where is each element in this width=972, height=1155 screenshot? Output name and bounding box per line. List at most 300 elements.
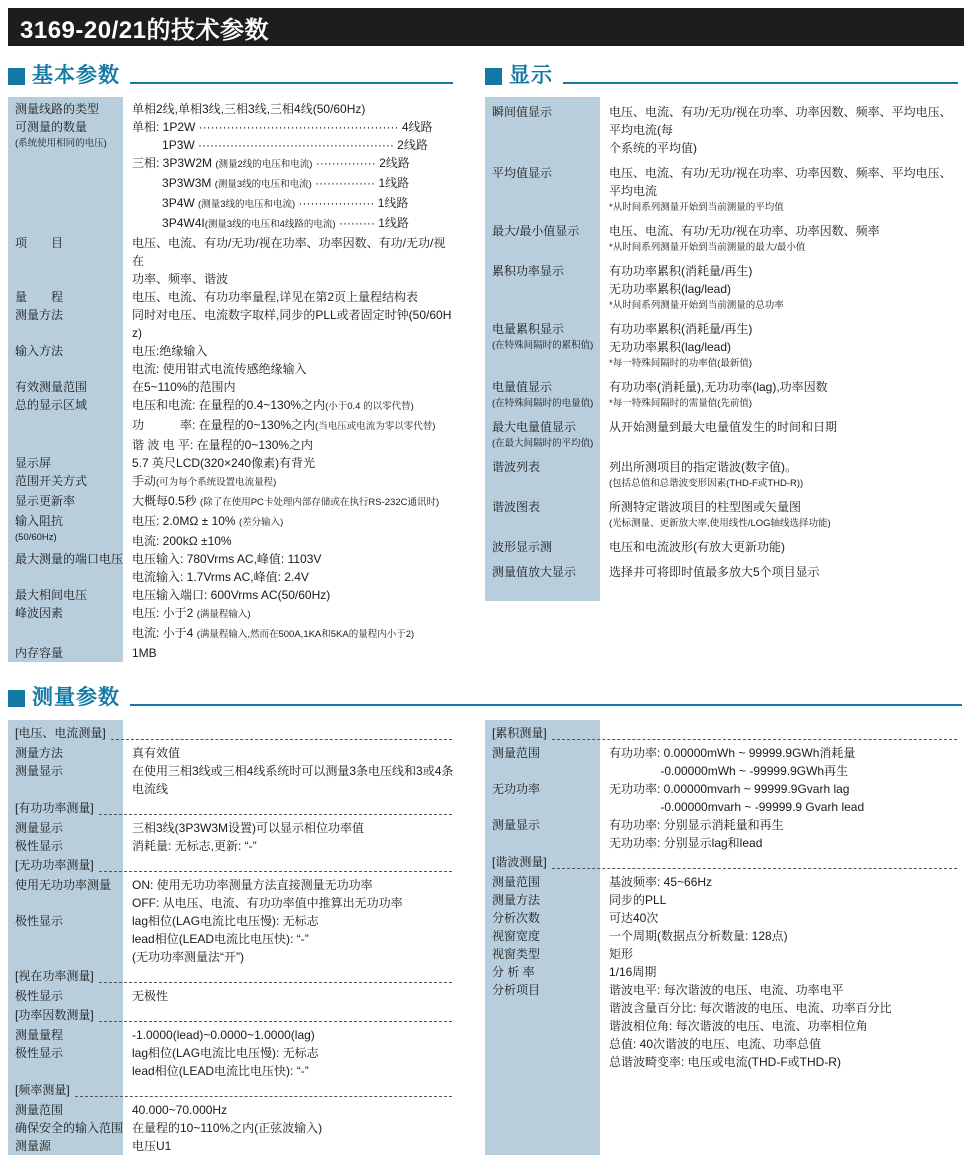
spec-label-text: 测量范围 bbox=[492, 746, 541, 760]
spec-value-line bbox=[609, 396, 960, 411]
spec-label bbox=[8, 118, 123, 234]
spec-value bbox=[123, 762, 455, 798]
spec-value-line bbox=[132, 472, 455, 492]
spec-value-line bbox=[609, 516, 960, 531]
spec-label bbox=[8, 586, 123, 604]
spec-subheader-row bbox=[8, 798, 455, 819]
spec-label-text: 无功功率 bbox=[492, 782, 541, 796]
spec-text: 电流: 小于4 bbox=[132, 626, 197, 640]
spec-value-line bbox=[132, 454, 455, 472]
spec-row bbox=[485, 535, 960, 560]
spec-value bbox=[600, 262, 960, 313]
spec-label bbox=[8, 288, 123, 306]
spec-subheader-label: [电压、电流测量] bbox=[15, 726, 106, 740]
spec-label-text: 累积功率显示 bbox=[492, 264, 565, 278]
dashed-rule bbox=[99, 1021, 452, 1022]
spec-label-text: 范围开关方式 bbox=[15, 474, 88, 488]
spec-label-text: 项 目 bbox=[15, 236, 64, 250]
spec-text: 一个周期(数据点分析数量: 128点) bbox=[609, 929, 788, 943]
spec-text: *从时间系列测量开始到当前测量的最大/最小值 bbox=[609, 242, 806, 253]
spec-label-note: (50/60Hz) bbox=[15, 532, 57, 543]
spec-subheader-row bbox=[8, 1005, 455, 1026]
spec-text: 电压、电流、有功/无功/视在功率、功率因数、频率、平均电压、平均电流(每 bbox=[609, 105, 952, 137]
spec-value-line bbox=[132, 1026, 455, 1044]
display-spec-table bbox=[485, 97, 960, 601]
spec-value-line bbox=[609, 891, 960, 909]
spec-text: -0.00000mvarh ~ -99999.9 Gvarh lead bbox=[609, 800, 865, 814]
spec-row bbox=[485, 317, 960, 375]
spec-value-line bbox=[132, 512, 455, 532]
section-display-header bbox=[485, 60, 960, 88]
spec-label-note: (在最大间隔时的平均值) bbox=[492, 438, 594, 449]
spec-value bbox=[123, 586, 455, 604]
spec-value bbox=[123, 306, 455, 342]
spec-value-line bbox=[609, 262, 960, 280]
spec-subheader-row bbox=[8, 1080, 455, 1101]
spec-text: 无功功率: 分别显示lag和lead bbox=[609, 836, 763, 850]
spec-value bbox=[123, 454, 455, 472]
spec-text: -1.0000(lead)~0.0000~1.0000(lag) bbox=[132, 1028, 315, 1042]
spec-label bbox=[8, 1119, 123, 1137]
spec-label bbox=[8, 762, 123, 798]
spec-label-text: 最大测量的端口电压 bbox=[15, 552, 124, 566]
spec-value-line bbox=[132, 194, 455, 214]
spec-text: 电压U1 bbox=[132, 1139, 172, 1153]
spec-label bbox=[8, 100, 123, 118]
spec-value bbox=[123, 118, 455, 234]
spec-subheader-label: [谐波测量] bbox=[492, 855, 547, 869]
spec-value-line bbox=[609, 320, 960, 338]
spec-value-line bbox=[132, 306, 455, 342]
spec-label-text: 输入方法 bbox=[15, 344, 64, 358]
spec-text: *每一特殊间隔时的需量值(先前值) bbox=[609, 398, 753, 409]
spec-value bbox=[123, 819, 455, 837]
spec-label bbox=[485, 418, 600, 451]
spec-row bbox=[8, 1119, 455, 1137]
spec-label bbox=[8, 876, 123, 912]
spec-value bbox=[123, 876, 455, 912]
spec-label-text: 有效测量范围 bbox=[15, 380, 88, 394]
spec-value-line bbox=[609, 927, 960, 945]
spec-text: 有功功率: 0.00000mWh ~ 99999.9GWh消耗量 bbox=[609, 746, 856, 760]
spec-label-text: 分析项目 bbox=[492, 983, 541, 997]
spec-label bbox=[8, 604, 123, 644]
spec-value bbox=[123, 1137, 455, 1155]
spec-row bbox=[485, 873, 960, 891]
spec-text: 1/16周期 bbox=[609, 965, 657, 979]
spec-text: (测量3线的电压和电流) bbox=[198, 199, 296, 210]
spec-label bbox=[485, 891, 600, 909]
spec-value-line bbox=[609, 963, 960, 981]
dashed-rule bbox=[99, 871, 452, 872]
section-display bbox=[485, 60, 960, 662]
spec-subheader-row bbox=[8, 966, 455, 987]
spec-value-line bbox=[609, 999, 960, 1017]
spec-label-text: 瞬间值显示 bbox=[492, 105, 553, 119]
spec-value bbox=[123, 912, 455, 966]
section-measure-header bbox=[8, 682, 964, 710]
spec-label-text: 总的显示区域 bbox=[15, 398, 88, 412]
spec-value bbox=[600, 538, 960, 556]
spec-text: 个系统的平均值) bbox=[609, 141, 697, 155]
spec-label bbox=[485, 222, 600, 255]
spec-row bbox=[8, 604, 455, 644]
spec-value-line bbox=[132, 136, 455, 154]
spec-value bbox=[123, 234, 455, 288]
spec-value bbox=[600, 458, 960, 491]
spec-value bbox=[600, 873, 960, 891]
spec-row bbox=[485, 161, 960, 219]
spec-text: (当电压或电流为零以零代替) bbox=[315, 421, 436, 432]
spec-text: 电压、电流、有功/无功/视在功率、功率因数、有功/无功/视在 bbox=[132, 236, 446, 268]
section-rule bbox=[130, 704, 962, 706]
spec-row bbox=[485, 816, 960, 852]
spec-text: 所测特定谐波项目的柱型图或矢量图 bbox=[609, 500, 802, 514]
spec-text: ·················································· bbox=[198, 120, 399, 134]
spec-value bbox=[123, 378, 455, 396]
spec-value bbox=[123, 604, 455, 644]
spec-label bbox=[8, 342, 123, 378]
spec-label-text: 极性显示 bbox=[15, 1046, 64, 1060]
spec-label-text: 测量量程 bbox=[15, 1028, 64, 1042]
spec-label-text: 测量范围 bbox=[492, 875, 541, 889]
spec-label bbox=[8, 396, 123, 454]
spec-label bbox=[485, 780, 600, 816]
spec-text: 总值: 40次谐波的电压、电流、功率总值 bbox=[609, 1037, 822, 1051]
dashed-rule bbox=[75, 1096, 452, 1097]
spec-subheader-row bbox=[485, 852, 960, 873]
spec-value-line bbox=[609, 222, 960, 240]
spec-value-line bbox=[609, 378, 960, 396]
spec-text: ··············· 2线路 bbox=[312, 156, 410, 170]
spec-label-text: 测量显示 bbox=[15, 821, 64, 835]
spec-value bbox=[600, 563, 960, 581]
spec-text: 2线路 bbox=[393, 138, 428, 152]
spec-text: 手动 bbox=[132, 474, 157, 488]
spec-label bbox=[485, 458, 600, 491]
spec-label-note: (在特殊间隔时的电量值) bbox=[492, 398, 594, 409]
spec-value bbox=[123, 472, 455, 492]
spec-value bbox=[600, 780, 960, 816]
spec-label bbox=[8, 1026, 123, 1044]
spec-text: ON: 使用无功功率测量方法直接测量无功功率 bbox=[132, 878, 373, 892]
spec-text: (测量3线的电压和电流) bbox=[214, 179, 312, 190]
section-basic-title: 基本参数 bbox=[32, 64, 120, 87]
spec-value-line bbox=[132, 360, 455, 378]
spec-text: -0.00000mWh ~ -99999.9GWh再生 bbox=[609, 764, 849, 778]
spec-value-line bbox=[609, 1035, 960, 1053]
spec-value-line bbox=[609, 356, 960, 371]
spec-label-text: 显示更新率 bbox=[15, 494, 76, 508]
spec-value-line bbox=[609, 458, 960, 476]
spec-label bbox=[485, 164, 600, 215]
spec-row bbox=[8, 876, 455, 912]
spec-value-line bbox=[609, 418, 960, 436]
spec-value bbox=[123, 644, 455, 662]
spec-label bbox=[8, 837, 123, 855]
spec-value-line bbox=[132, 1101, 455, 1119]
spec-label bbox=[8, 550, 123, 586]
spec-row bbox=[8, 987, 455, 1005]
spec-text: 3P3W3M bbox=[132, 176, 215, 190]
spec-label-text: 测量线路的类型 bbox=[15, 102, 100, 116]
spec-value-line bbox=[609, 834, 960, 852]
spec-label bbox=[8, 644, 123, 662]
section-marker-icon bbox=[8, 68, 25, 85]
spec-text: 真有效值 bbox=[132, 746, 181, 760]
spec-value bbox=[123, 1044, 455, 1080]
spec-row bbox=[8, 762, 455, 798]
dashed-rule bbox=[552, 868, 957, 869]
spec-label-text: 极性显示 bbox=[15, 989, 64, 1003]
spec-text: 电流: 200kΩ ±10% bbox=[132, 534, 232, 548]
spec-text: 有功功率累积(消耗量/再生) bbox=[609, 264, 753, 278]
spec-row bbox=[485, 981, 960, 1071]
spec-label-text: 测量方法 bbox=[492, 893, 541, 907]
spec-row bbox=[8, 492, 455, 512]
spec-row bbox=[485, 909, 960, 927]
spec-text: lag相位(LAG电流比电压慢): 无标志 bbox=[132, 914, 319, 928]
spec-text: ········· 1线路 bbox=[335, 216, 409, 230]
spec-row bbox=[8, 306, 455, 342]
spec-row bbox=[485, 927, 960, 945]
spec-value-line bbox=[132, 894, 455, 912]
spec-row bbox=[8, 1137, 455, 1155]
spec-label bbox=[485, 378, 600, 411]
spec-value bbox=[600, 320, 960, 371]
spec-label bbox=[485, 262, 600, 313]
spec-value-line bbox=[132, 174, 455, 194]
spec-text: 可达40次 bbox=[609, 911, 659, 925]
spec-label-text: 测量显示 bbox=[492, 818, 541, 832]
spec-value-line bbox=[132, 1137, 455, 1155]
spec-row bbox=[8, 100, 455, 118]
spec-row bbox=[8, 512, 455, 550]
spec-value bbox=[123, 744, 455, 762]
spec-label-text: 最大/最小值显示 bbox=[492, 224, 580, 238]
spec-value bbox=[600, 103, 960, 157]
spec-value-line bbox=[609, 538, 960, 556]
spec-text: lag相位(LAG电流比电压慢): 无标志 bbox=[132, 1046, 319, 1060]
spec-value-line bbox=[132, 288, 455, 306]
measure-columns bbox=[8, 720, 964, 1155]
spec-text: 选择并可将即时值最多放大5个项目显示 bbox=[609, 565, 820, 579]
spec-text: 有功功率: 分别显示消耗量和再生 bbox=[609, 818, 784, 832]
spec-text: 电压: 小于2 bbox=[132, 606, 197, 620]
section-basic bbox=[8, 60, 455, 662]
spec-value-line bbox=[609, 164, 960, 200]
page-title-bar bbox=[8, 8, 964, 46]
spec-label-text: 内存容量 bbox=[15, 646, 64, 660]
spec-label-text: 分析次数 bbox=[492, 911, 541, 925]
spec-text: *每一特殊间隔时的功率值(最新值) bbox=[609, 358, 753, 369]
spec-label-text: 测量显示 bbox=[15, 764, 64, 778]
spec-label bbox=[485, 927, 600, 945]
spec-text: 电压: 2.0MΩ ± 10% bbox=[132, 514, 239, 528]
spec-text: 同时对电压、电流数字取样,同步的PLL或者固定时钟(50/60Hz) bbox=[132, 308, 452, 340]
spec-value bbox=[123, 1026, 455, 1044]
spec-value bbox=[600, 909, 960, 927]
spec-row bbox=[8, 378, 455, 396]
spec-label-text: 确保安全的输入范围 bbox=[15, 1121, 124, 1135]
spec-text: (除了在使用PC卡处理内部存储或在执行RS-232C通讯时) bbox=[200, 497, 440, 508]
spec-label-text: 峰波因素 bbox=[15, 606, 64, 620]
spec-text: 功 率: 在量程的0~130%之内 bbox=[132, 418, 316, 432]
spec-label bbox=[8, 1137, 123, 1155]
spec-value bbox=[600, 963, 960, 981]
spec-value-line bbox=[609, 945, 960, 963]
spec-value-line bbox=[132, 930, 455, 948]
spec-text: 总谐波畸变率: 电压或电流(THD-F或THD-R) bbox=[609, 1055, 841, 1069]
spec-value-line bbox=[132, 100, 455, 118]
spec-label-text: 最大相间电压 bbox=[15, 588, 88, 602]
spec-text: 矩形 bbox=[609, 947, 634, 961]
spec-label bbox=[485, 320, 600, 371]
spec-value-line bbox=[132, 416, 455, 436]
spec-text: (满量程输入,然而在500A,1KA和5KA的量程内小于2) bbox=[196, 629, 415, 640]
spec-text: 在使用三相3线或三相4线系统时可以测量3条电压线和3或4条电流线 bbox=[132, 764, 454, 796]
spec-value-line bbox=[132, 819, 455, 837]
spec-text: 从开始测量到最大电量值发生的时间和日期 bbox=[609, 420, 838, 434]
spec-text: (可为每个系统设置电流量程) bbox=[156, 477, 277, 488]
spec-value-line bbox=[132, 912, 455, 930]
spec-value bbox=[123, 512, 455, 550]
spec-text: 同步的PLL bbox=[609, 893, 667, 907]
spec-label-text: 量 程 bbox=[15, 290, 64, 304]
spec-row bbox=[485, 415, 960, 455]
spec-value bbox=[123, 1101, 455, 1119]
spec-value bbox=[600, 498, 960, 531]
spec-row bbox=[8, 454, 455, 472]
spec-value-line bbox=[132, 492, 455, 512]
spec-page bbox=[0, 8, 972, 1155]
spec-value bbox=[123, 1119, 455, 1137]
spec-row bbox=[8, 744, 455, 762]
spec-row bbox=[485, 495, 960, 535]
spec-label-text: 波形显示测 bbox=[492, 540, 553, 554]
spec-value-line bbox=[609, 280, 960, 298]
spec-value-line bbox=[609, 563, 960, 581]
spec-label-text: 测量源 bbox=[15, 1139, 52, 1153]
spec-subheader-label: [有功功率测量] bbox=[15, 801, 94, 815]
spec-text: 三相3线(3P3W3M设置)可以显示相位功率值 bbox=[132, 821, 365, 835]
basic-spec-table bbox=[8, 97, 455, 662]
spec-value-line bbox=[132, 342, 455, 360]
spec-subheader-row bbox=[8, 723, 455, 744]
spec-row bbox=[8, 288, 455, 306]
spec-value-line bbox=[132, 396, 455, 416]
spec-label-text: 显示屏 bbox=[15, 456, 52, 470]
section-rule bbox=[130, 82, 453, 84]
spec-value-line bbox=[132, 1044, 455, 1062]
spec-value-line bbox=[609, 476, 960, 491]
spec-value-line bbox=[132, 234, 455, 270]
spec-text: 无极性 bbox=[132, 989, 169, 1003]
section-basic-header bbox=[8, 60, 455, 88]
spec-text: 电压和电流波形(有放大更新功能) bbox=[609, 540, 785, 554]
spec-text: 在量程的10~110%之内(正弦波输入) bbox=[132, 1121, 323, 1135]
dashed-rule bbox=[99, 814, 452, 815]
spec-text: 电压、电流、有功功率量程,详见在第2页上量程结构表 bbox=[132, 290, 419, 304]
spec-subheader-label: [视在功率测量] bbox=[15, 969, 94, 983]
spec-text: (无功功率测量法“开”) bbox=[132, 950, 244, 964]
section-rule bbox=[563, 82, 958, 84]
spec-text: 无功功率: 0.00000mvarh ~ 99999.9Gvarh lag bbox=[609, 782, 850, 796]
spec-text: 单相: 1P2W bbox=[132, 120, 199, 134]
spec-text: 3P4W4I bbox=[132, 216, 205, 230]
spec-row bbox=[485, 963, 960, 981]
spec-label bbox=[8, 912, 123, 966]
spec-text: 谐波电平: 每次谐波的电压、电流、功率电平 bbox=[609, 983, 844, 997]
spec-row bbox=[485, 375, 960, 415]
spec-value-line bbox=[609, 139, 960, 157]
spec-value-line bbox=[132, 987, 455, 1005]
spec-text: 功率、频率、谐波 bbox=[132, 272, 229, 286]
spec-text: 大概每0.5秒 bbox=[132, 494, 201, 508]
page-title: 3169-20/21的技术参数 bbox=[20, 16, 269, 44]
spec-row bbox=[485, 455, 960, 495]
spec-label bbox=[8, 512, 123, 550]
spec-text: 谐波相位角: 每次谐波的电压、电流、功率相位角 bbox=[609, 1019, 868, 1033]
spec-value-line bbox=[132, 948, 455, 966]
spec-label-text: 测量值放大显示 bbox=[492, 565, 577, 579]
spec-value-line bbox=[132, 1119, 455, 1137]
spec-label-text: 测量范围 bbox=[15, 1103, 64, 1117]
spec-text: *从时间系列测量开始到当前测量的平均值 bbox=[609, 202, 784, 213]
spec-text: 谐 波 电 平: 在量程的0~130%之内 bbox=[132, 438, 314, 452]
spec-text: 电压和电流: 在量程的0.4~130%之内 bbox=[132, 398, 326, 412]
spec-value-line bbox=[609, 298, 960, 313]
spec-label bbox=[485, 563, 600, 581]
spec-value bbox=[123, 100, 455, 118]
spec-text: *从时间系列测量开始到当前测量的总功率 bbox=[609, 300, 784, 311]
spec-label bbox=[485, 744, 600, 780]
spec-label bbox=[8, 306, 123, 342]
spec-value-line bbox=[609, 200, 960, 215]
dashed-rule bbox=[99, 982, 452, 983]
spec-label bbox=[8, 234, 123, 288]
spec-row bbox=[485, 219, 960, 259]
spec-subheader-row bbox=[485, 723, 960, 744]
spec-row bbox=[485, 945, 960, 963]
spec-label-text: 可测量的数量 bbox=[15, 120, 88, 134]
spec-value-line bbox=[609, 909, 960, 927]
spec-value-line bbox=[132, 214, 455, 234]
spec-label-text: 使用无功功率测量 bbox=[15, 878, 112, 892]
spec-label bbox=[485, 816, 600, 852]
spec-subheader-label: [无功功率测量] bbox=[15, 858, 94, 872]
spec-text: 消耗量: 无标志,更新: “-” bbox=[132, 839, 257, 853]
spec-text: 电流输入: 1.7Vrms AC,峰值: 2.4V bbox=[132, 570, 309, 584]
spec-value bbox=[600, 927, 960, 945]
spec-value bbox=[600, 816, 960, 852]
spec-row bbox=[8, 396, 455, 454]
spec-value-line bbox=[609, 816, 960, 834]
spec-label-text: 谐波图表 bbox=[492, 500, 541, 514]
spec-label-text: 电量累积显示 bbox=[492, 322, 565, 336]
spec-label-text: 极性显示 bbox=[15, 839, 64, 853]
spec-text: 无功功率累积(lag/lead) bbox=[609, 340, 732, 354]
spec-label bbox=[485, 909, 600, 927]
spec-value-line bbox=[609, 338, 960, 356]
spec-text: 三相: 3P3W2M bbox=[132, 156, 216, 170]
spec-value-line bbox=[132, 586, 455, 604]
spec-label bbox=[485, 103, 600, 157]
spec-text: lead相位(LEAD电流比电压快): “-” bbox=[132, 932, 309, 946]
spec-label-text: 平均值显示 bbox=[492, 166, 553, 180]
spec-text: 1P3W bbox=[132, 138, 199, 152]
spec-row bbox=[485, 780, 960, 816]
